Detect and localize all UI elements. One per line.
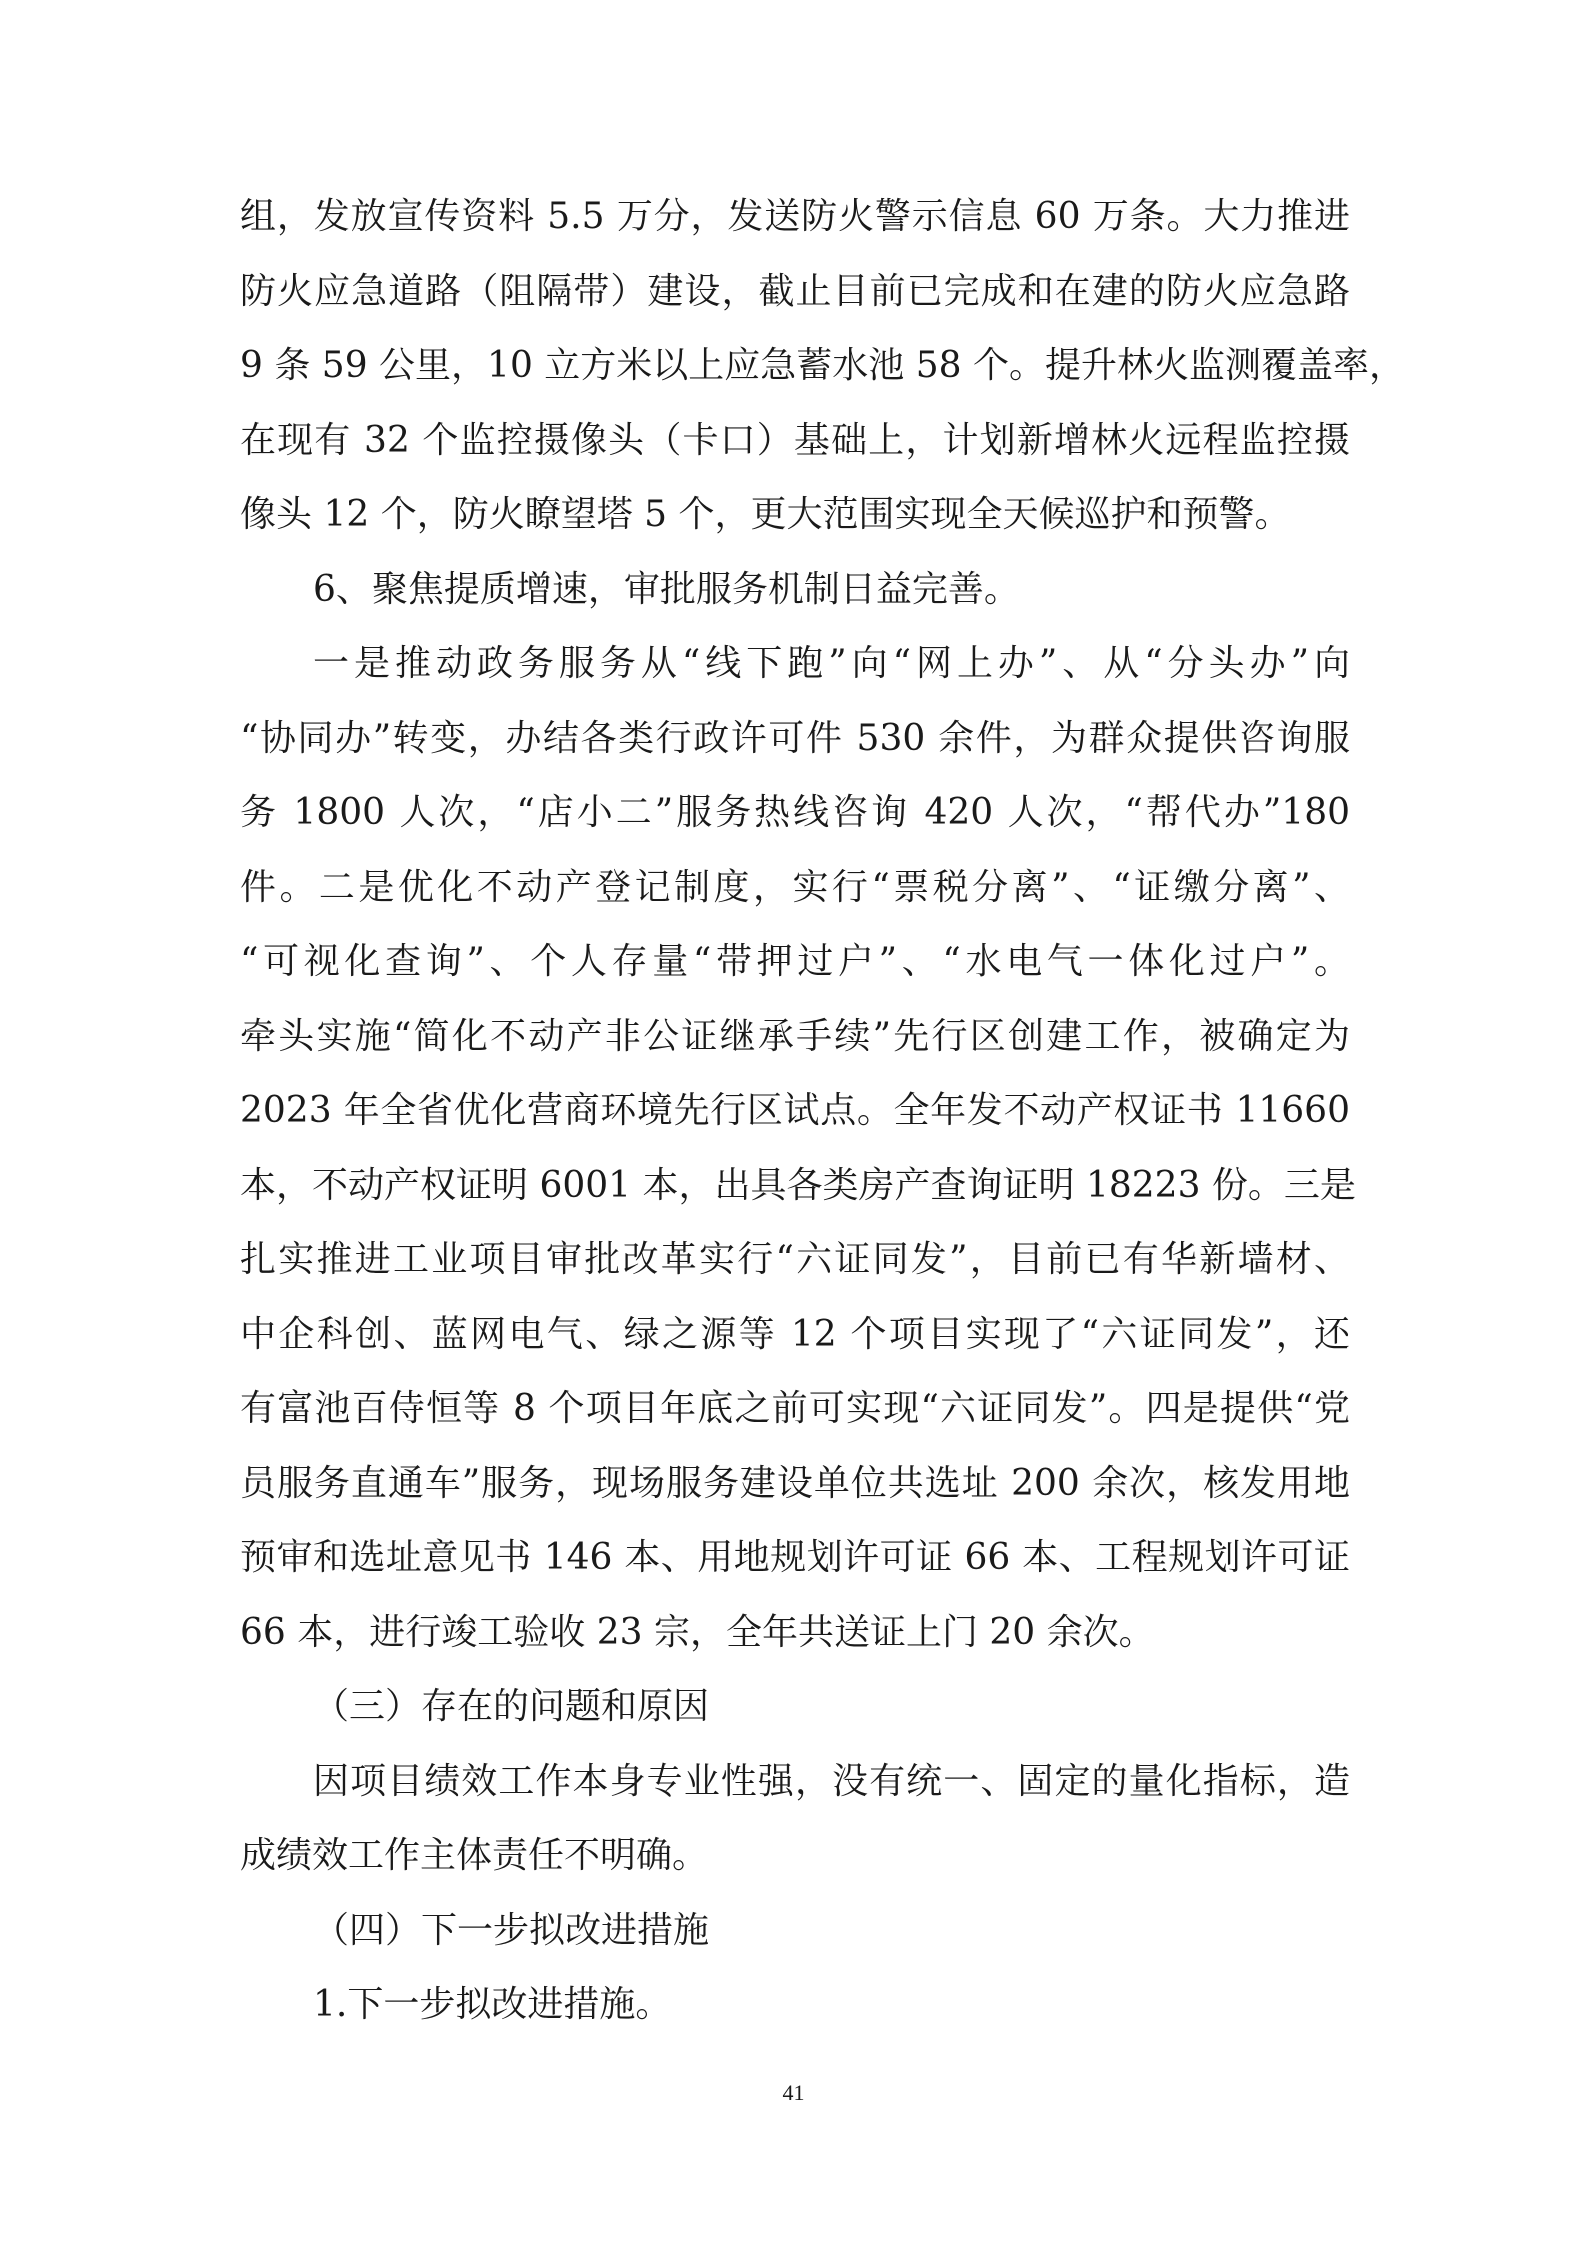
- text-line: 一是推动政务服务从“线下跑”向“网上办”、从“分头办”向: [313, 643, 1350, 684]
- text-line: 66 本，进行竣工验收 23 宗，全年共送证上门 20 余次。: [240, 1611, 1155, 1653]
- text-line: 9 条 59 公里，10 立方米以上应急蓄水池 58 个。提升林火监测覆盖率，: [240, 345, 1405, 386]
- text-line: 预审和选址意见书 146 本、用地规划许可证 66 本、工程规划许可证: [240, 1537, 1350, 1578]
- text-line: 2023 年全省优化营商环境先行区试点。全年发不动产权证书 11660: [240, 1090, 1350, 1131]
- text-line: 1.下一步拟改进措施。: [313, 1984, 672, 2025]
- text-line: 防火应急道路（阻隔带）建设，截止目前已完成和在建的防火应急路: [240, 270, 1350, 312]
- body-text: [240, 180, 1405, 2043]
- page-number: 41: [782, 2080, 805, 2105]
- text-line: 件。二是优化不动产登记制度，实行“票税分离”、“证缴分离”、: [240, 866, 1350, 908]
- text-line: 本，不动产权证明 6001 本，出具各类房产查询证明 18223 份。三是: [240, 1164, 1356, 1206]
- text-line: 扎实推进工业项目审批改革实行“六证同发”，目前已有华新墙材、: [240, 1239, 1350, 1280]
- text-line: “可视化查询”、个人存量“带押过户”、“水电气一体化过户”。: [240, 941, 1350, 982]
- section-heading: （三）存在的问题和原因: [313, 1686, 710, 1727]
- text-line: “协同办”转变，办结各类行政许可件 530 余件，为群众提供咨询服: [240, 717, 1350, 759]
- text-line: 有富池百侍恒等 8 个项目年底之前可实现“六证同发”。四是提供“党: [240, 1388, 1350, 1429]
- section-heading: 6、聚焦提质增速，审批服务机制日益完善。: [313, 568, 1020, 610]
- text-line: 牵头实施“简化不动产非公证继承手续”先行区创建工作，被确定为: [240, 1015, 1350, 1057]
- text-line: 成绩效工作主体责任不明确。: [240, 1835, 709, 1876]
- text-line: 在现有 32 个监控摄像头（卡口）基础上，计划新增林火远程监控摄: [240, 419, 1350, 461]
- text-line: 组，发放宣传资料 5.5 万分，发送防火警示信息 60 万条。大力推进: [240, 196, 1350, 237]
- text-line: 像头 12 个，防火瞭望塔 5 个，更大范围实现全天候巡护和预警。: [240, 494, 1291, 535]
- text-line: 员服务直通车”服务，现场服务建设单位共选址 200 余次，核发用地: [240, 1462, 1350, 1504]
- section-heading: （四）下一步拟改进措施: [313, 1909, 710, 1951]
- text-line: 务 1800 人次，“店小二”服务热线咨询 420 人次，“帮代办”180: [240, 792, 1350, 833]
- text-line: 因项目绩效工作本身专业性强，没有统一、固定的量化指标，造: [313, 1760, 1350, 1802]
- text-line: 中企科创、蓝网电气、绿之源等 12 个项目实现了“六证同发”，还: [240, 1313, 1350, 1355]
